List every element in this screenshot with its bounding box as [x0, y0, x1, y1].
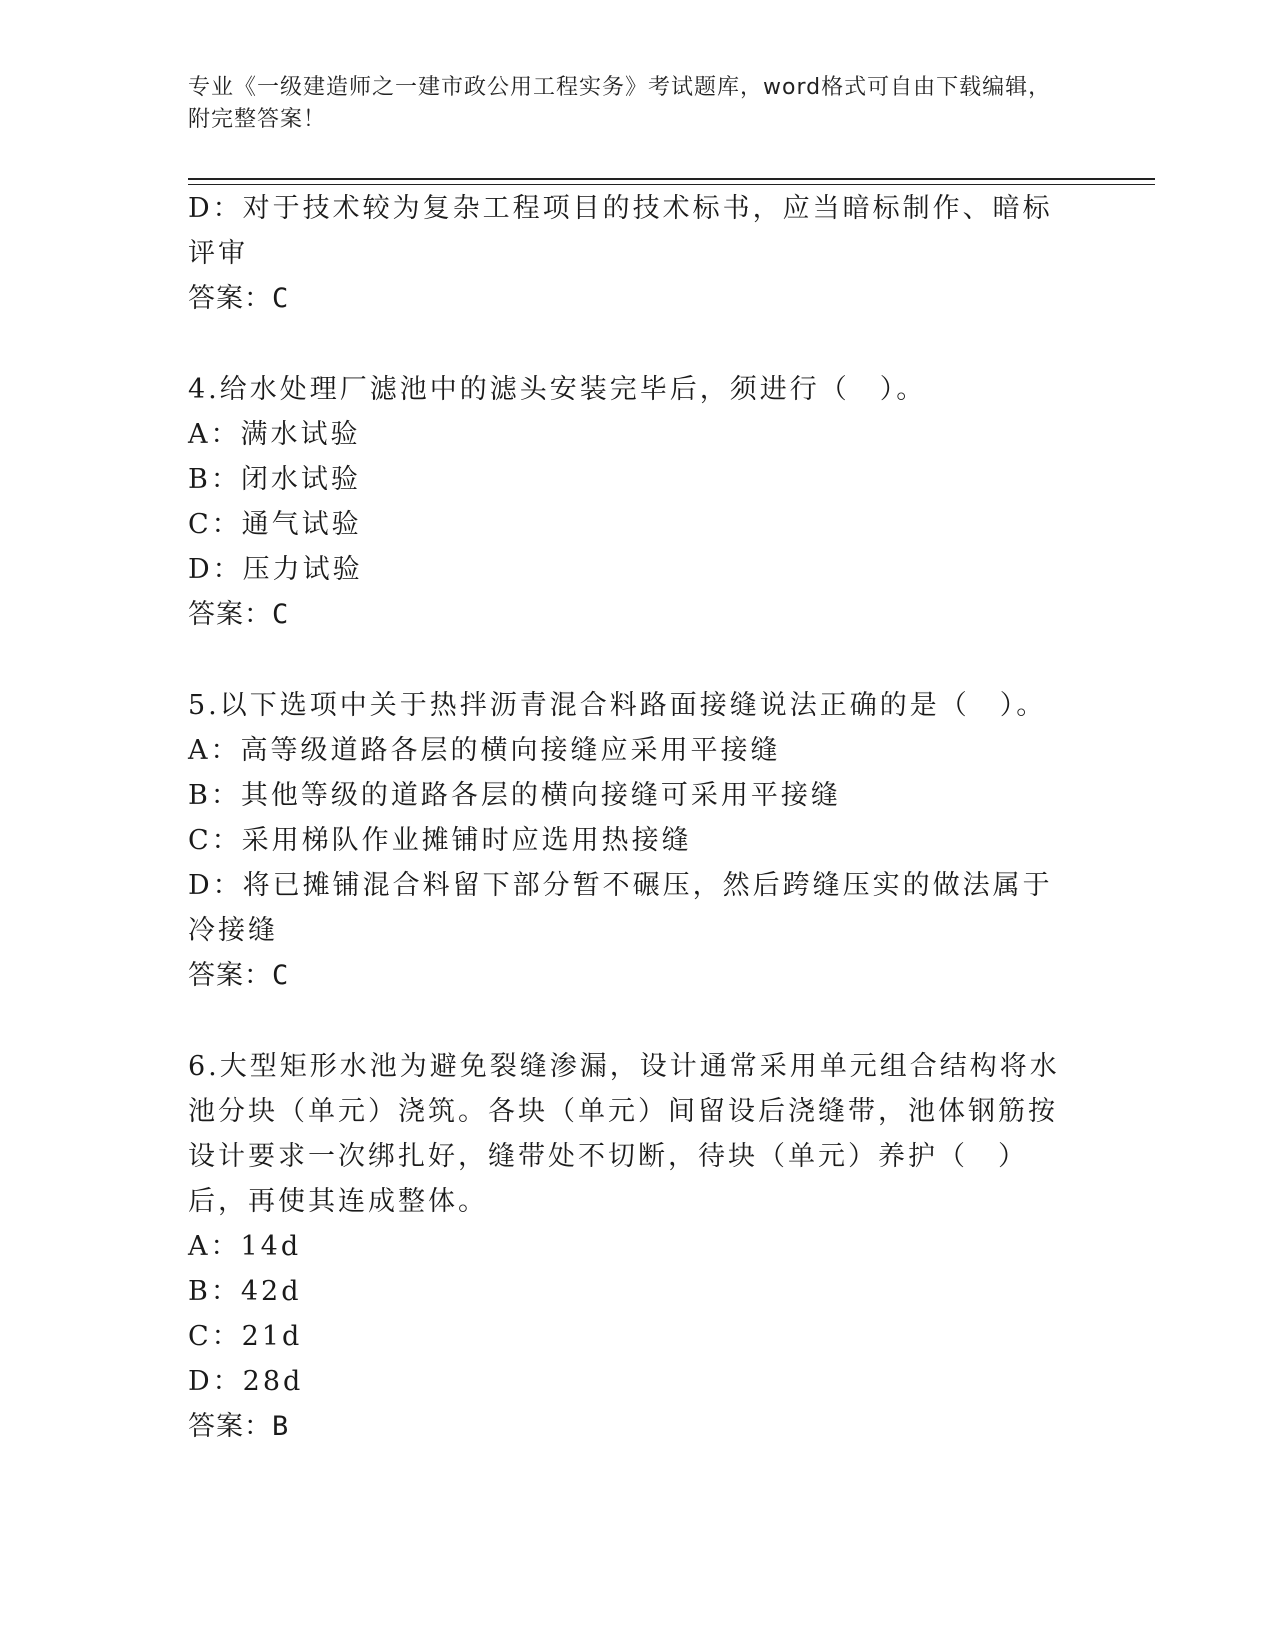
question-4-option-d: D：压力试验 [188, 554, 363, 585]
prev-question-option-d: D：对于技术较为复杂工程项目的技术标书，应当暗标制作、暗标评审 [188, 193, 1053, 269]
question-4-stem: 4.给水处理厂滤池中的滤头安装完毕后，须进行（ ）。 [188, 374, 927, 405]
question-6-option-b: B：42d [188, 1276, 302, 1307]
question-content [188, 186, 1078, 1449]
answer-value: C [272, 283, 290, 314]
question-5-answer [188, 953, 1078, 998]
answer-value: C [272, 960, 290, 991]
spacer [188, 637, 1078, 683]
answer-label: 答案： [188, 1411, 272, 1442]
question-5-option-d: D：将已摊铺混合料留下部分暂不碾压，然后跨缝压实的做法属于冷接缝 [188, 870, 1053, 946]
question-4-option-a: A：满水试验 [188, 419, 361, 450]
question-5-option-c: C：采用梯队作业摊铺时应选用热接缝 [188, 825, 692, 856]
prev-question-answer [188, 276, 1078, 321]
question-4-option-c: C：通气试验 [188, 509, 362, 540]
question-6-option-d: D：28d [188, 1366, 304, 1397]
answer-value: B [272, 1411, 290, 1442]
question-5-option-b: B：其他等级的道路各层的横向接缝可采用平接缝 [188, 780, 841, 811]
answer-label: 答案： [188, 599, 272, 630]
answer-label: 答案： [188, 960, 272, 991]
answer-value: C [272, 599, 290, 630]
spacer [188, 321, 1078, 367]
question-6-stem: 6.大型矩形水池为避免裂缝渗漏，设计通常采用单元组合结构将水池分块（单元）浇筑。各块（单元）间留设后浇缝带，池体钢筋按设计要求一次绑扎好，缝带处不切断，待块（单元）养护（ ）后，再使其连成整体。 [188, 1051, 1060, 1217]
question-5-option-a: A：高等级道路各层的横向接缝应采用平接缝 [188, 735, 781, 766]
question-6-answer [188, 1404, 1078, 1449]
document-header: 专业《一级建造师之一建市政公用工程实务》考试题库，word格式可自由下载编辑，附完整答案！ [188, 75, 1052, 132]
question-6-option-a: A：14d [188, 1231, 302, 1262]
spacer [188, 998, 1078, 1044]
question-5-stem: 5.以下选项中关于热拌沥青混合料路面接缝说法正确的是（ ）。 [188, 690, 1047, 721]
header-divider-thick [188, 178, 1155, 180]
answer-label: 答案： [188, 283, 272, 314]
question-4-option-b: B：闭水试验 [188, 464, 361, 495]
question-4-answer [188, 592, 1078, 637]
question-6-option-c: C：21d [188, 1321, 303, 1352]
header-divider-thin [188, 184, 1155, 185]
